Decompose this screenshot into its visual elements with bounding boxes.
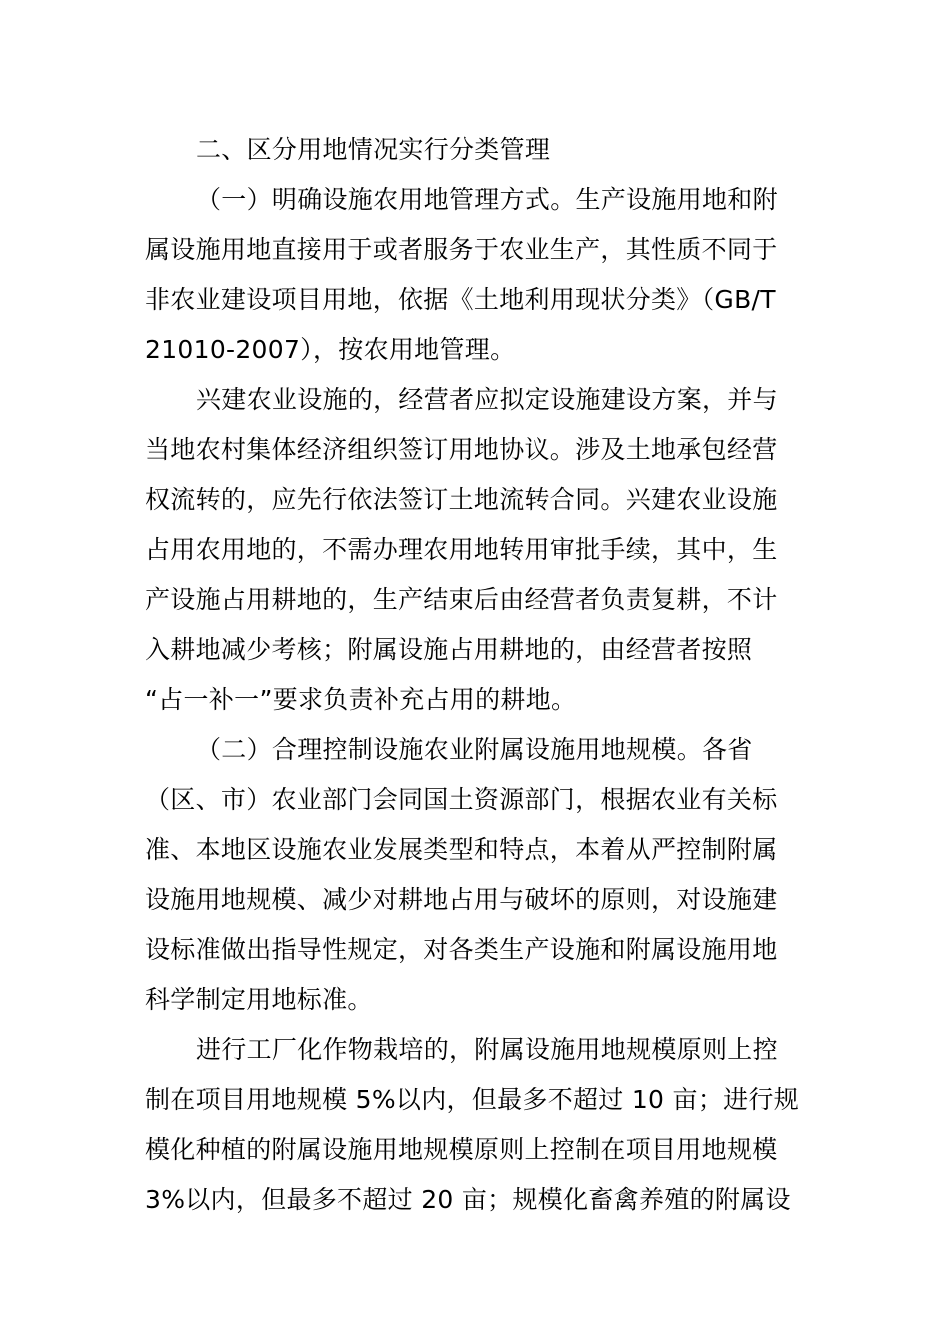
paragraph-line: “占一补一”要求负责补充占用的耕地。 — [145, 685, 577, 714]
paragraph-line: 当地农村集体经济组织签订用地协议。涉及土地承包经营 — [145, 435, 778, 464]
section-heading: 二、区分用地情况实行分类管理 — [196, 135, 551, 164]
paragraph-line: 模化种植的附属设施用地规模原则上控制在项目用地规模 — [145, 1135, 778, 1164]
paragraph-line: 制在项目用地规模 5%以内，但最多不超过 10 亩；进行规 — [145, 1085, 800, 1114]
paragraph-line: （区、市）农业部门会同国土资源部门，根据农业有关标 — [145, 785, 778, 814]
paragraph-line: （二）合理控制设施农业附属设施用地规模。各省 — [196, 735, 753, 764]
paragraph-line: 进行工厂化作物栽培的，附属设施用地规模原则上控 — [196, 1035, 778, 1064]
paragraph-line: 非农业建设项目用地，依据《土地利用现状分类》（GB/T — [145, 285, 776, 314]
paragraph-line: 准、本地区设施农业发展类型和特点，本着从严控制附属 — [145, 835, 778, 864]
paragraph-line: 21010-2007），按农用地管理。 — [145, 335, 516, 364]
paragraph-line: 兴建农业设施的，经营者应拟定设施建设方案，并与 — [196, 385, 778, 414]
paragraph-line: （一）明确设施农用地管理方式。生产设施用地和附 — [196, 185, 778, 214]
paragraph-line: 设施用地规模、减少对耕地占用与破坏的原则，对设施建 — [145, 885, 778, 914]
paragraph-line: 权流转的，应先行依法签订土地流转合同。兴建农业设施 — [145, 485, 778, 514]
paragraph-line: 占用农用地的，不需办理农用地转用审批手续，其中，生 — [145, 535, 778, 564]
paragraph-line: 科学制定用地标准。 — [145, 985, 373, 1014]
paragraph-line: 属设施用地直接用于或者服务于农业生产，其性质不同于 — [145, 235, 778, 264]
paragraph-line: 入耕地减少考核；附属设施占用耕地的，由经营者按照 — [145, 635, 753, 664]
paragraph-line: 3%以内，但最多不超过 20 亩；规模化畜禽养殖的附属设 — [145, 1185, 791, 1214]
paragraph-line: 设标准做出指导性规定，对各类生产设施和附属设施用地 — [145, 935, 778, 964]
paragraph-line: 产设施占用耕地的，生产结束后由经营者负责复耕，不计 — [145, 585, 778, 614]
